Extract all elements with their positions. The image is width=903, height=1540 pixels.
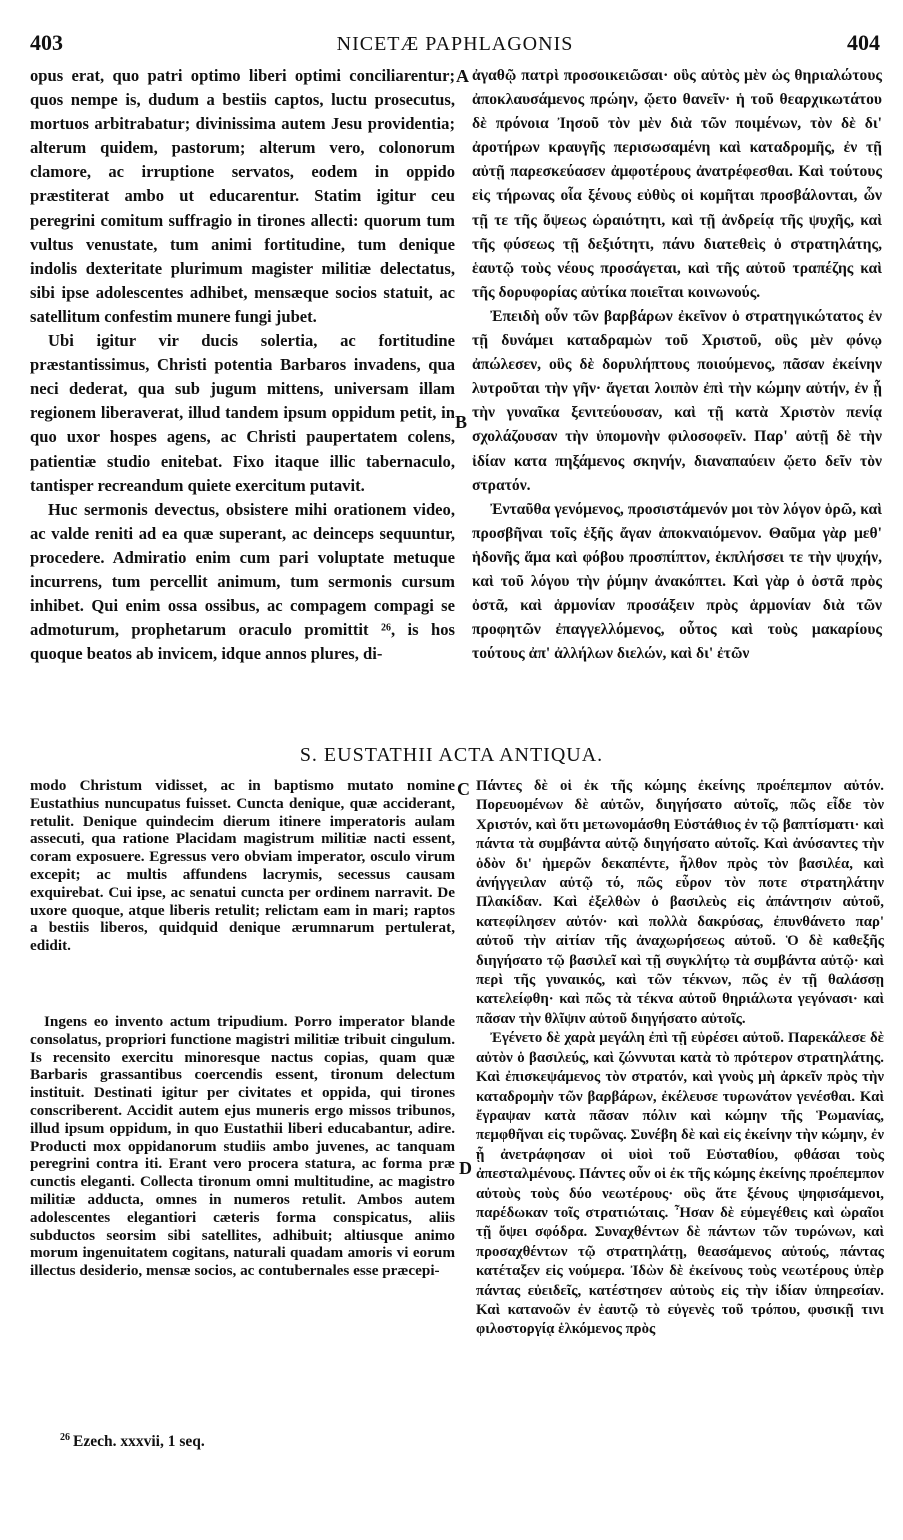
latin-column-top	[30, 64, 455, 666]
latin-paragraph: Ubi igitur vir ducis solertia, ac fortitudine præstantissimus, Christi potentia Barbaros invadens, qua neci dederat, qua sub jugum mittens, universam illam regionem liberaverat, illud tandem ipsum oppidum petit, in quo uxor hospes agens, ac Christi paupertatem colens, patientiæ studio enitebat. Fixo itaque illic tabernaculo, tantisper recreandum quiete exercitum putavit.	[30, 331, 455, 495]
margin-marker-d: D	[459, 1158, 472, 1178]
greek-paragraph: Ἐνταῦθα γενόμενος, προσιστάμενόν μοι τὸν λόγον ὁρῶ, καὶ προσβῆναι τοῖς ἑξῆς ἄγαν ἀποκναιόμενον. Θαῦμα γὰρ μεθ' ἡδονῆς ἅμα καὶ φόβου προσπίπτον, ἐκπλήσσει τε τὴν ψυχήν, καὶ τοῦ λόγου τὴν ῥύμην ἀνακόπτει. Καὶ γὰρ ὁ ὀστᾶ πρὸς ὀστᾶ, καὶ ἁρμονίαν προσάξειν πρὸς ἁρμονίαν διὰ τῶν προφητῶν ἐπαγγελλόμενος, οὗτος καὶ τοὺς μακαρίους τούτους ἀπ' ἀλλήλων διελών, καὶ δι' ἐτῶν	[472, 500, 882, 663]
greek-paragraph: ἀγαθῷ πατρὶ προσοικειῶσαι· οὓς αὐτὸς μὲν ὡς θηριαλώτους ἀποκλαυσάμενος πρώην, ᾤετο θανεῖν· ἡ τοῦ θεαρχικωτάτου δὲ πρόνοια Ἰησοῦ τὸν μὲν διὰ τῶν ποιμένων, τὸν δὲ δι' ἀροτήρων κραυγῆς περισωσαμένη καὶ καταδρομῆς, ἐν τῇ αὐτῇ παρεσκεύασεν ἀμφοτέρους ἀνατρέφεσθαι. Καὶ τούτους εἰς τήρωνας οἷα ξένους εὐθὺς οἱ κομῆται προσβάλονται, ὧν τῇ τε τῆς ὄψεως ὡραιότητι, καὶ τῇ ἀνδρείᾳ τῆς ψυχῆς, καὶ τῆς φύσεως τῇ δεξιότητι, πάνυ διατεθεὶς ὁ στρατηλάτης, ἑαυτῷ τοὺς νέους προσάγεται, καὶ τῆς αὐτοῦ τραπέζης καὶ τῆς δορυφορίας αὐτίκα ποιεῖται κοινωνούς.	[472, 67, 882, 301]
page-number-right: 404	[847, 30, 880, 55]
latin-paragraph: modo Christum vidisset, ac in baptismo mutato nomine Eustathius nuncupatus fuisset. Cuncta denique, quæ acciderant, retulit. Denique quindecim dierum itinere imperatoris aulam assecuti, qua ratione Placidam magistrum militiæ nacti essent, coram exposuere. Egressus vero obviam imperator, osculo virum excepit; ac multis affundens lacrymis, secessus causam exquirebat. Cui ipse, ac senatui cuncta per ordinem narravit. De uxore quoque, atque liberis retulit; relictam eam in mari; raptos a bestiis liberos, quidquid denique ærumnarum pertulerat, edidit.	[30, 777, 455, 955]
greek-paragraph: Ἐγένετο δὲ χαρὰ μεγάλη ἐπὶ τῇ εὑρέσει αὐτοῦ. Παρεκάλεσε δὲ αὐτὸν ὁ βασιλεύς, καὶ ζώννυται κατὰ τὸ πρότερον στρατηλάτης. Καὶ ἐπισκεψάμενος τὸν στρατόν, καὶ γνοὺς μὴ ἀρκεῖν πρὸς τὴν καταδρομὴν τῶν βαρβάρων, ἐκέλευσε τυρωνάτον γενέσθαι. Καὶ ἔγραψαν κατὰ πᾶσαν πόλιν καὶ κώμην τῆς Ῥωμανίας, πεμφθῆναι εἰς τυρῶνας. Συνέβη δὲ καὶ εἰς ἐκείνην τὴν κώμην, ἐν ᾗ ἀνετράφησαν οἱ υἱοὶ τοῦ Εὐσταθίου, φθάσαι τοὺς ἀπεσταλμένους. Πάντες οὖν οἱ ἐκ τῆς κώμης ἐκείνης προέπεμπον αὐτοὺς τοὺς δύο νεωτέρους· οὓς ἅτε ξένους ψηφισάμενοι, παρέδωκαν τοῖς στρατιώταις. Ἦσαν δὲ εὐμεγέθεις καὶ ὡραῖοι τῇ ὄψει σφόδρα. Συναχθέντων δὲ πάντων τῶν τυρώνων, καὶ προσαχθέντων τῷ στρατηλάτῃ, θεασάμενος αὐτούς, πάντας κατέταξεν εἰς νούμερα. Ἰδὼν δὲ ἐκείνους τοὺς νεωτέρους ὑπὲρ πάντας εὐειδεῖς, κατέστησεν αὐτοὺς εἰς τὴν ἰδίαν ὑπηρεσίαν. Καὶ κατανοῶν ἐν ἑαυτῷ τὸ εὐγενὲς τοῦ τρόπου, φυσικῇ τινι φιλοστοργίᾳ ἑλκόμενος πρὸς	[476, 1030, 884, 1338]
section-title: S. EUSTATHII ACTA ANTIQUA.	[299, 744, 604, 766]
greek-column-bottom	[476, 777, 884, 1340]
footnote-mark: 26	[60, 1432, 70, 1443]
greek-paragraph: Πάντες δὲ οἱ ἐκ τῆς κώμης ἐκείνης προέπεμπον αὐτόν. Πορευομένων δὲ αὐτῶν, διηγήσατο αὐτοῖς, πῶς εἶδε τὸν Χριστόν, καὶ ὅτι μετωνομάσθη Εὐστάθιος ἐν τῷ βαπτίσματι· καὶ πάντα τὰ συμβάντα αὐτῷ διηγήσατο αὐτοῖς. Καὶ ἀνύσαντες τὴν ὁδὸν δι' ἡμερῶν δεκαπέντε, ἦλθον πρὸς τὸν βασιλέα, καὶ ἀνήγγειλαν αὐτῷ τό, πῶς εὗρον τὸν ποτε στρατηλάτην Πλακίδαν. Καὶ ἐξελθὼν ὁ βασιλεὺς εἰς ἀπάντησιν αὐτοῦ, κατεφίλησεν αὐτόν· καὶ πολλὰ δακρύσας, ἐπυνθάνετο παρ' αὐτοῦ τὴν αἰτίαν τῆς ἀναχωρήσεως αὐτοῦ. Ὁ δὲ καθεξῆς διηγήσατο τῷ βασιλεῖ καὶ τῇ συγκλήτῳ τὰ συμβάντα αὐτῷ· καὶ περὶ τῆς γυναικός, καὶ τῶν τέκνων, πῶς ἐν τῇ θαλάσσῃ κατελείφθη· καὶ πῶς τὰ τέκνα αὐτοῦ θηριάλωτα γεγόνασι· καὶ πᾶσαν τὴν θλῖψιν αὐτοῦ διηγήσατο αὐτοῖς.	[476, 778, 884, 1027]
running-header	[30, 30, 880, 64]
latin-paragraph: Ingens eo invento actum tripudium. Porro imperator blande consolatus, propriori functione magistri militiæ tribuit cingulum. Is recensito exercitu minoresque nactus copias, quam quæ Barbaris grassantibus coercendis essent, tironum delectum instituit. Destinati igitur per civitates et oppida, qui tirones conscriberent. Accidit autem ejus muneris ergo missos tribunos, illud ipsum oppidum, in quo Eustathii liberi educabantur, adire. Producti mox oppidanorum studiis ambo juvenes, ac tanquam peregrini contra iti. Erant vero procera statura, ac forma præ cunctis eleganti. Collecta tironum omni multitudine, ac magistro militiæ adducta, omnes in numeros retulit. Ambos autem adolescentes elegantiori cæteris forma conspicatus, aliis subductos seorsim sibi satellites, adhibuit; altiusque animo morum ingenuitatem cogitans, naturali quadam amoris vi eorum illectus desiderio, mensæ socios, ac contubernales esse præcepi-	[30, 1012, 455, 1280]
greek-paragraph: Ἐπειδὴ οὖν τῶν βαρβάρων ἐκεῖνον ὁ στρατηγικώτατος ἐν τῇ δυνάμει καταδραμὼν τοῦ Χριστοῦ, οὓς μὲν φόνῳ ἀπώλεσεν, οὓς δὲ δορυλήπτους ποιούμενος, πᾶσαν ἐκείνην λυτροῦται τὴν γῆν· ἄγεται λοιπὸν ἐπὶ τὴν κώμην αὐτήν, ἐν ᾗ τὴν γυναῖκα ξενιτεύουσαν, καὶ τῇ κατὰ Χριστὸν πενίᾳ σχολάζουσαν τὴν ὑπομονὴν φιλοσοφεῖν. Παρ' αὐτῇ δὲ τὴν ἰδίαν κατα πηξάμενος σκηνήν, διαναπαύειν ᾤετο δεῖν τὸν στρατόν.	[472, 307, 882, 494]
margin-marker-a: A	[456, 66, 469, 86]
latin-paragraph: opus erat, quo patri optimo liberi optimi conciliarentur; quos nempe is, dudum a bestiis captos, luctu prosecutus, mortuos arbitrabatur; divinissima autem Jesu providentia; alterum quidem, pastorum; alterum vero, colonorum clamore, ac irruptione servatos, eodem in oppido præstiterat ambo ut educarentur. Statim igitur ceu peregrini comitum suffragio in tirones allecti: quorum tum vultus venustate, tum animi fortitudine, tum denique indolis dexteritate plurimum magister militiæ delectatus, sibi ipse adolescentes adhibet, mensæque socios statuit, ac satellitum confestim munere fungi jubet.	[30, 66, 455, 326]
greek-column-top	[472, 64, 882, 666]
page-number-left: 403	[30, 30, 63, 55]
margin-marker-b: B	[455, 412, 468, 432]
footnote-text: Ezech. xxxvii, 1 seq.	[73, 1433, 205, 1451]
running-title: NICETÆ PAPHLAGONIS	[336, 33, 574, 55]
latin-column-bottom	[30, 777, 455, 1280]
latin-paragraph: Huc sermonis devectus, obsistere mihi orationem video, ac valde reniti ad ea quæ superant, ac deinceps sequuntur, procedere. Admiratio enim cum pari voluptate metuque incurrens, tum percellit animum, tum sermonis cursum inhibet. Qui enim ossa ossibus, ac compagem compagi se admoturum, prophetarum oraculo promittit ²⁶, is hos quoque beatos ab invicem, idque annos plures, di-	[30, 499, 455, 664]
footnote	[60, 1432, 205, 1451]
margin-marker-c: C	[457, 779, 470, 799]
